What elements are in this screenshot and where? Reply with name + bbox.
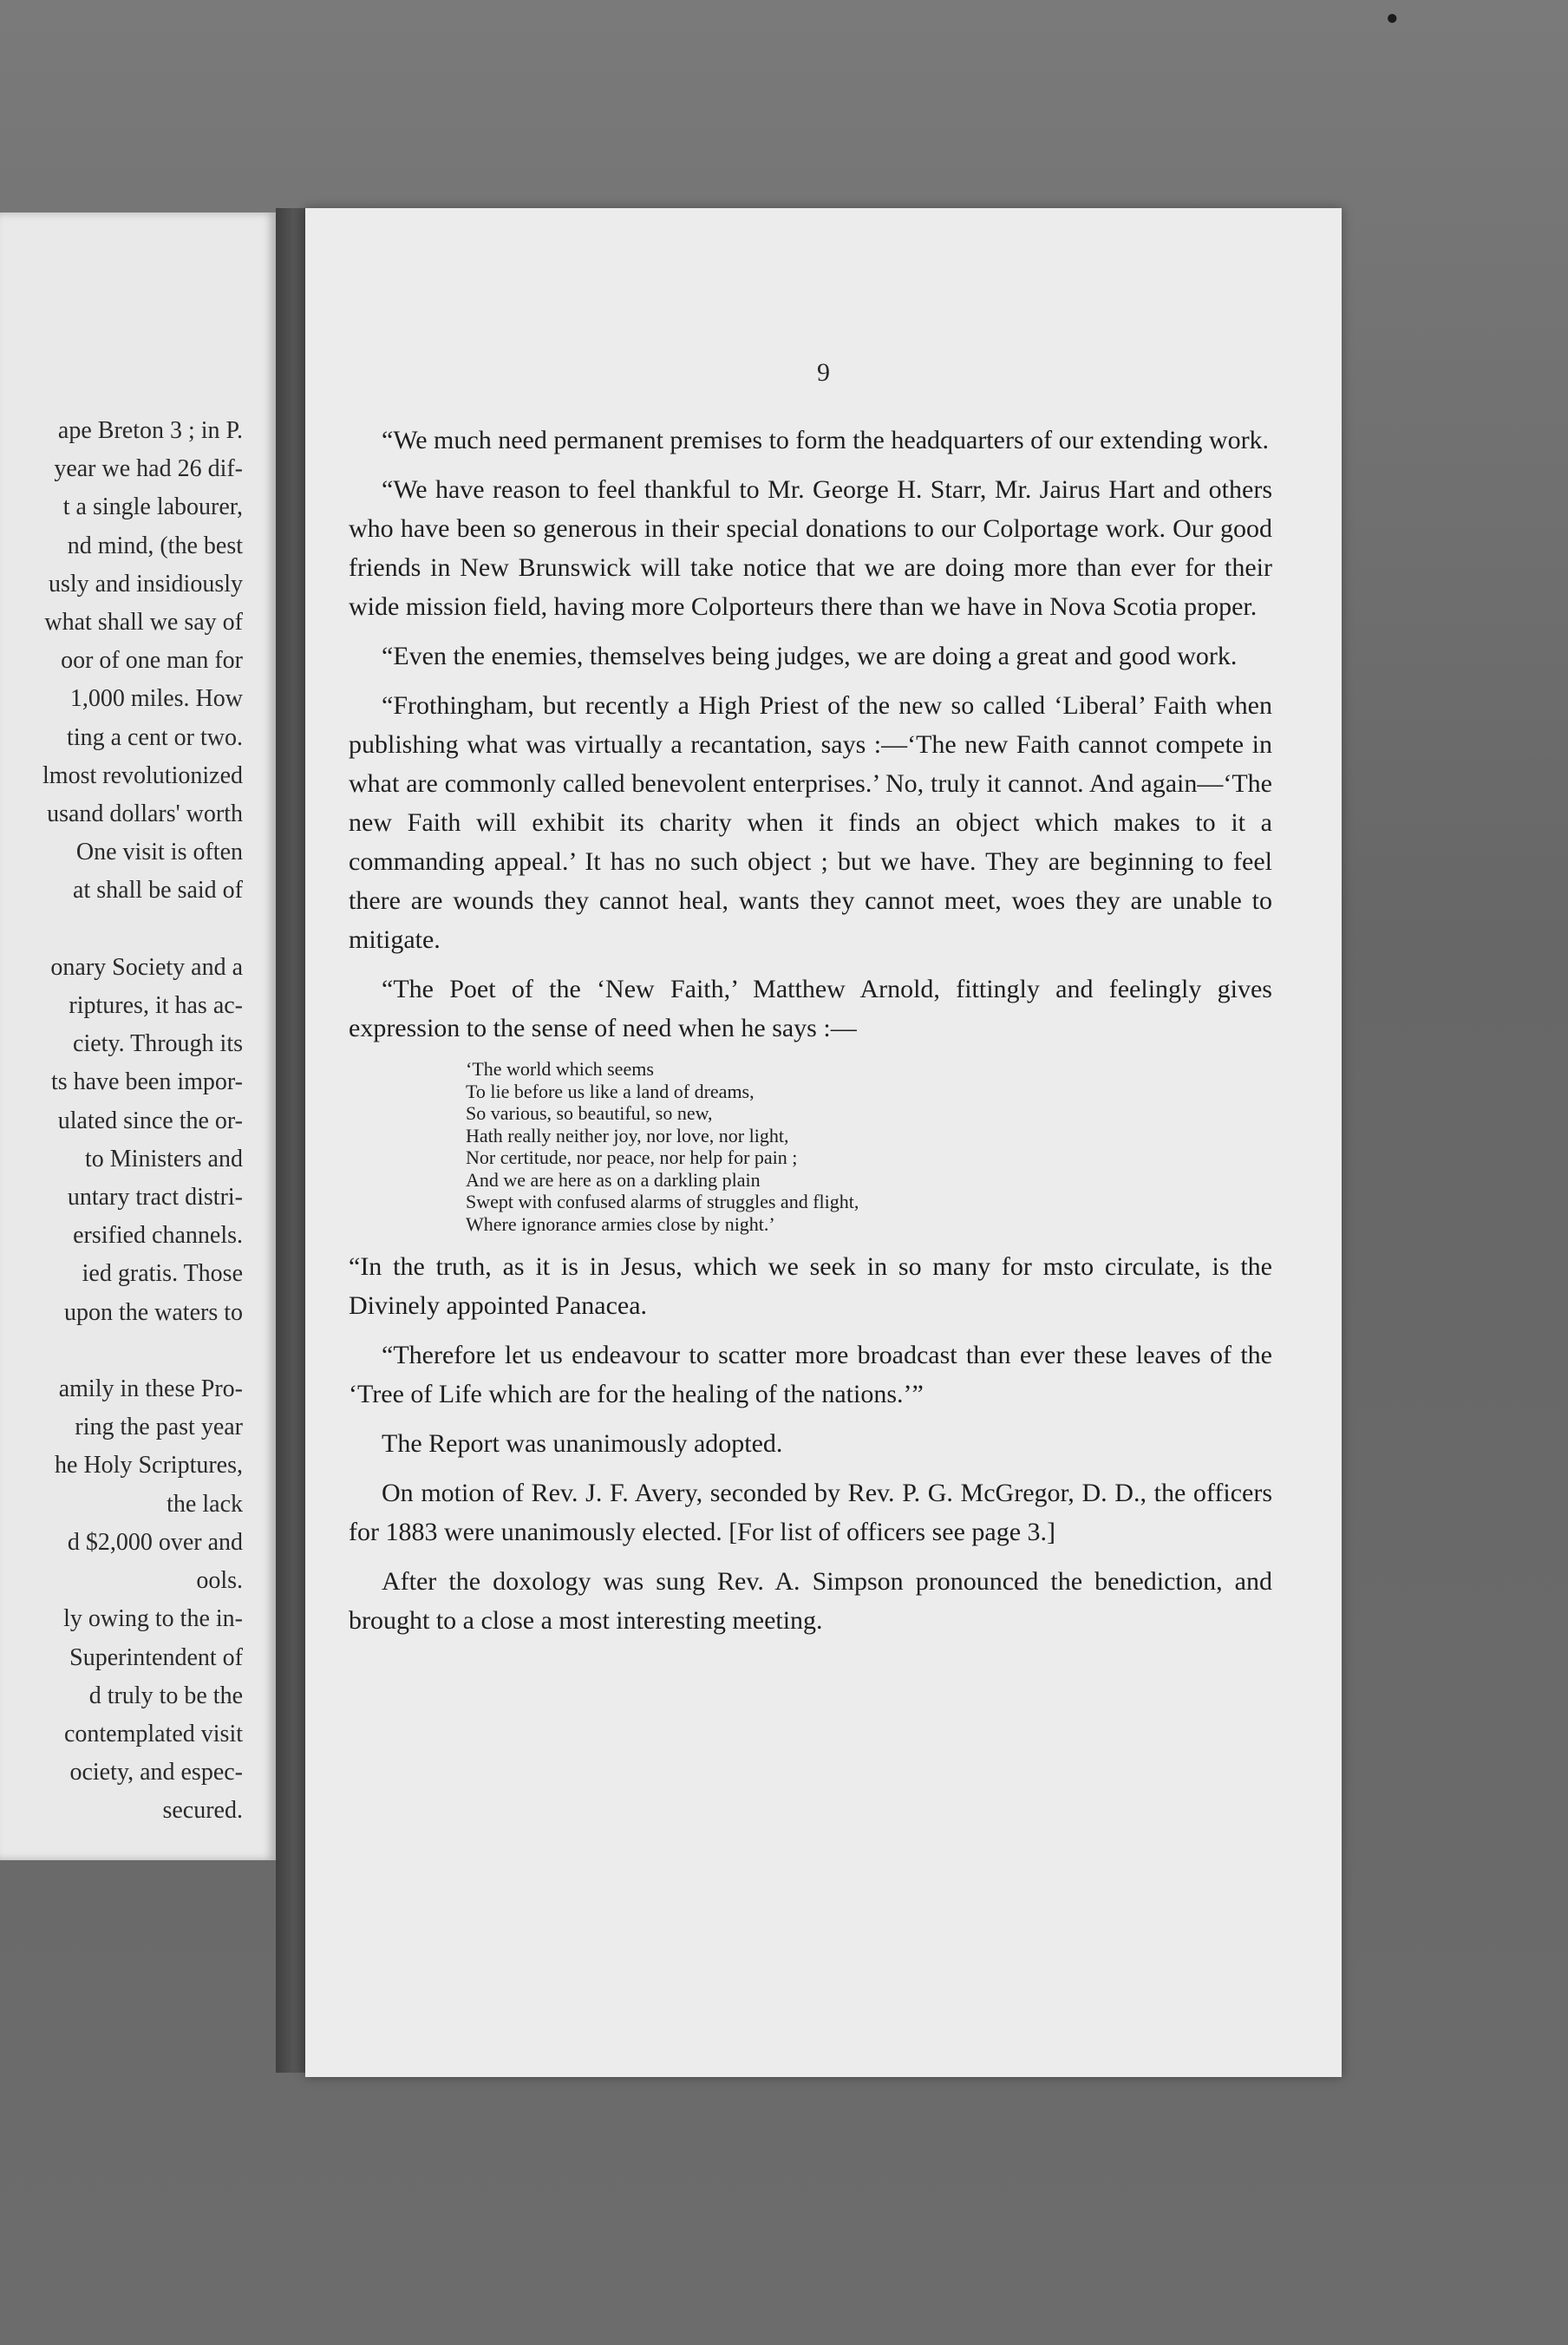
- left-line: to Ministers and: [85, 1145, 243, 1172]
- paragraph-poet: “The Poet of the ‘New Faith,’ Matthew Arnold, fittingly and feelingly gives expression to the sense of need when he says :—: [349, 975, 1272, 1042]
- poem-line: Nor certitude, nor peace, nor help for pain ;: [466, 1146, 798, 1168]
- paragraph-report-adopted: The Report was unanimously adopted.: [382, 1429, 783, 1458]
- left-line: ting a cent or two.: [67, 723, 243, 751]
- left-line: [0, 1332, 243, 1370]
- left-line: ts have been impor-: [50, 1068, 243, 1096]
- page-number: 9: [817, 358, 830, 387]
- left-line: riptures, it has ac-: [69, 992, 243, 1020]
- paragraph-scatter: “Therefore let us endeavour to scatter more broadcast than ever these leaves of the ‘Tree of Life which are for the healing of the nations.’”: [349, 1341, 1272, 1408]
- left-page-text: [0, 412, 243, 1831]
- left-line: [0, 911, 243, 949]
- left-line: upon the waters to: [63, 1298, 243, 1326]
- page-body: [349, 421, 1272, 1650]
- left-line: usly and insidiously: [48, 570, 243, 598]
- left-line: t a single labourer,: [62, 493, 243, 521]
- left-line: the lack: [167, 1490, 243, 1518]
- paragraph-premises: “We much need permanent premises to form the headquarters of our extending work.: [382, 426, 1270, 454]
- left-line: Superintendent of: [69, 1643, 243, 1671]
- paragraph-truth: “In the truth, as it is in Jesus, which we seek in so many for msto circulate, is the Divinely appointed Panacea.: [349, 1252, 1272, 1320]
- poem-line: ‘The world which seems: [466, 1058, 654, 1080]
- left-line: ociety, and espec-: [69, 1759, 243, 1787]
- poem-line: So various, so beautiful, so new,: [466, 1102, 713, 1124]
- left-line: 1,000 miles. How: [69, 685, 243, 713]
- left-line: what shall we say of: [44, 609, 243, 637]
- paragraph-frothingham: “Frothingham, but recently a High Priest of the new so called ‘Liberal’ Faith when publishing what was virtually a recantation, says :—‘The new Faith cannot compete in what are commonly called benevolent enterprises.’ No, truly it cannot. And again—‘The new Faith will exhibit its charity when it finds an object which makes to it a commanding appeal.’ It has no such object ; but we have. They are beginning to feel there are wounds they cannot heal, wants they cannot meet, woes they are unable to mitigate.: [349, 691, 1272, 954]
- left-line: contemplated visit: [63, 1720, 243, 1747]
- poem-line: Hath really neither joy, nor love, nor light,: [466, 1124, 789, 1146]
- left-line: One visit is often: [75, 839, 243, 866]
- poem-quotation: [466, 1058, 1272, 1235]
- left-line: at shall be said of: [73, 877, 243, 905]
- paragraph-thanks: “We have reason to feel thankful to Mr. George H. Starr, Mr. Jairus Hart and others who have been so generous in their special donations to our Colportage work. Our good friends in New Brunswick will take notice that we are doing more than ever for their wide mission field, having more Colporteurs there than we have in Nova Scotia proper.: [349, 475, 1272, 621]
- left-line: untary tract distri-: [67, 1184, 243, 1212]
- left-line: onary Society and a: [50, 953, 243, 981]
- left-line: d truly to be the: [88, 1682, 243, 1709]
- left-page-partial: [0, 212, 276, 1860]
- left-line: ools.: [196, 1567, 243, 1595]
- left-line: ring the past year: [75, 1414, 243, 1441]
- poem-line: Where ignorance armies close by night.’: [466, 1212, 775, 1235]
- left-line: oor of one man for: [61, 647, 243, 675]
- paragraph-doxology: After the doxology was sung Rev. A. Simpson pronounced the benediction, and brought to a close a most interesting meeting.: [349, 1567, 1272, 1635]
- main-page: [305, 208, 1342, 2077]
- poem-line: To lie before us like a land of dreams,: [466, 1080, 755, 1102]
- left-line: usand dollars' worth: [47, 800, 243, 828]
- left-line: lmost revolutionized: [42, 761, 243, 789]
- left-line: amily in these Pro-: [58, 1375, 243, 1403]
- poem-line: And we are here as on a darkling plain: [466, 1168, 761, 1191]
- left-line: ape Breton 3 ; in P.: [57, 417, 243, 444]
- left-line: d $2,000 over and: [67, 1528, 243, 1556]
- poem-line: Swept with confused alarms of struggles and flight,: [466, 1191, 859, 1212]
- left-line: he Holy Scriptures,: [55, 1452, 243, 1480]
- left-line: year we had 26 dif-: [54, 455, 243, 483]
- left-line: ulated since the or-: [57, 1107, 243, 1134]
- left-line: ied gratis. Those: [82, 1260, 243, 1288]
- left-line: nd mind, (the best: [67, 532, 243, 559]
- left-line: ersified channels.: [73, 1222, 243, 1250]
- film-mark: ●: [1386, 7, 1399, 29]
- paragraph-enemies: “Even the enemies, themselves being judges, we are doing a great and good work.: [382, 642, 1238, 670]
- left-line: ly owing to the in-: [63, 1605, 243, 1633]
- left-line: secured.: [162, 1797, 243, 1825]
- left-line: ciety. Through its: [73, 1030, 243, 1058]
- paragraph-motion: On motion of Rev. J. F. Avery, seconded by Rev. P. G. McGregor, D. D., the officers for 1883 were unanimously elected. [For list of officers see page 3.]: [349, 1479, 1272, 1546]
